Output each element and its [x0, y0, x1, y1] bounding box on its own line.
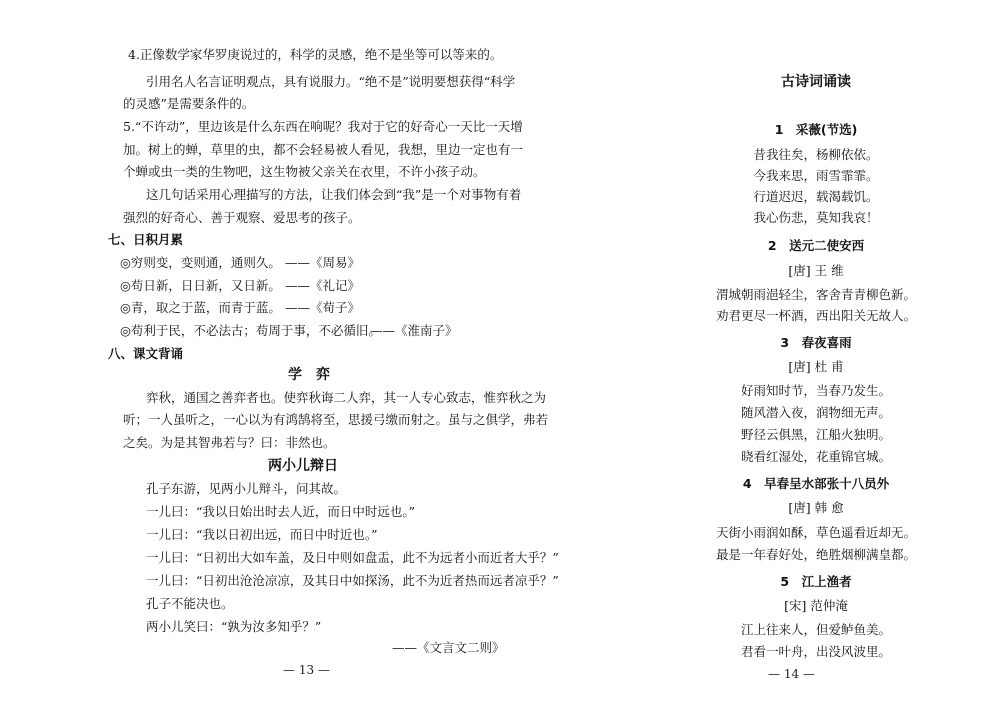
section8-heading: 八、课文背诵	[108, 346, 184, 361]
daily-quote: ◎穷则变，变则通，通则久。	[120, 255, 281, 270]
poem-line: 最是一年春好处，绝胜烟柳满皇都。	[715, 547, 916, 562]
xueyi-line3: 之矣。为是其智弗若与？曰：非然也。	[123, 435, 336, 450]
poem-title: 3 春夜喜雨	[780, 335, 852, 350]
xueyi-line2: 听；一人虽听之，一心以为有鸿鹄将至，思援弓缴而射之。虽与之俱学，弗若	[123, 412, 549, 427]
xueyi-line1: 弈秋，通国之善弈者也。使弈秋诲二人弈，其一人专心致志，惟弈秋之为	[146, 390, 547, 405]
poem-line: 晓看红湿处，花重锦官城。	[740, 449, 891, 464]
poem-line: 劝君更尽一杯酒，西出阳关无故人。	[715, 308, 916, 323]
poem-author: [宋] 范仲淹	[784, 598, 848, 613]
section7-heading: 七、日积月累	[108, 232, 184, 247]
liangxiaoer-source: ——《文言文二则》	[392, 640, 505, 655]
poem-author: [唐] 韩 愈	[788, 500, 844, 515]
liangxiaoer-line: 一儿曰：“我以日初出远，而日中时近也。”	[146, 527, 378, 542]
poem-line: 好雨知时节，当春乃发生。	[740, 383, 891, 398]
liangxiaoer-line: 一儿曰：“我以日始出时去人近，而日中时远也。”	[146, 504, 416, 519]
item5-line1: 5.“不许动”，里边该是什么东西在响呢？我对于它的好奇心一天比一天增	[123, 119, 523, 134]
daily-quote: ◎苟日新，日日新，又日新。	[120, 278, 281, 293]
poem-line: 随风潜入夜，润物细无声。	[740, 405, 891, 420]
liangxiaoer-line: 孔子东游，见两小儿辩斗，问其故。	[146, 481, 347, 496]
daily-quote-source: ——《荀子》	[285, 300, 361, 315]
poem-line: 江上往来人，但爱鲈鱼美。	[740, 622, 891, 637]
poem-line: 天街小雨润如酥，草色遥看近却无。	[715, 525, 916, 540]
daily-quote: ◎苟利于民，不必法古；苟周于事，不必循旧。	[120, 323, 381, 338]
poem-line: 君看一叶舟，出没风波里。	[740, 644, 891, 659]
poem-line: 渭城朝雨浥轻尘，客舍青青柳色新。	[715, 287, 916, 302]
page-number-14: — 14 —	[768, 667, 815, 681]
item5-line2: 加。树上的蝉，草里的虫，都不会轻易被人看见，我想，里边一定也有一	[123, 142, 524, 157]
item4-note-line2: 的灵感”是需要条件的。	[123, 96, 255, 111]
daily-quote-source: ——《淮南子》	[370, 323, 458, 338]
poem-author: [唐] 王 维	[788, 263, 844, 278]
item5-note-line1: 这几句话采用心理描写的方法，让我们体会到“我”是一个对事物有着	[146, 187, 522, 202]
poem-line: 今我来思，雨雪霏霏。	[753, 168, 879, 183]
liangxiaoer-line: 一儿曰：“日初出沧沧凉凉，及其日中如探汤，此不为近者热而远者凉乎？”	[146, 573, 559, 588]
poem-title: 2 送元二使安西	[767, 238, 865, 253]
daily-quote: ◎青，取之于蓝，而青于蓝。	[120, 300, 281, 315]
liangxiaoer-line: 一儿曰：“日初出大如车盖，及日中则如盘盂，此不为远者小而近者大乎？”	[146, 550, 559, 565]
poem-line: 行道迟迟，载渴载饥。	[753, 189, 879, 204]
item4-text: 4.正像数学家华罗庚说过的，科学的灵感，绝不是坐等可以等来的。	[128, 47, 503, 62]
poem-title: 1 采薇(节选)	[774, 122, 858, 137]
xueyi-title: 学 弈	[288, 367, 330, 383]
poem-line: 昔我往矣，杨柳依依。	[753, 147, 879, 162]
liangxiaoer-title: 两小儿辩日	[268, 458, 338, 474]
item5-line3: 个蝉或虫一类的生物吧，这生物被父亲关在衣里，不许小孩子动。	[123, 164, 486, 179]
daily-quote-source: ——《周易》	[285, 255, 361, 270]
item4-note-line1: 引用名人名言证明观点，具有说服力。“绝不是”说明要想获得“科学	[146, 74, 516, 89]
poem-title: 5 江上渔者	[780, 574, 852, 589]
liangxiaoer-line: 孔子不能决也。	[146, 596, 234, 611]
poetry-heading: 古诗词诵读	[781, 74, 851, 90]
poem-author: [唐] 杜 甫	[788, 359, 844, 374]
daily-quote-source: ——《礼记》	[285, 278, 361, 293]
poem-line: 野径云俱黑，江船火独明。	[740, 427, 891, 442]
item5-note-line2: 强烈的好奇心、善于观察、爱思考的孩子。	[123, 210, 361, 225]
liangxiaoer-line: 两小儿笑曰：“孰为汝多知乎？”	[146, 619, 322, 634]
right-page	[640, 0, 992, 708]
poem-line: 我心伤悲，莫知我哀！	[753, 210, 879, 225]
poem-title: 4 早春呈水部张十八员外	[742, 476, 890, 491]
page-number-13: — 13 —	[283, 663, 330, 677]
